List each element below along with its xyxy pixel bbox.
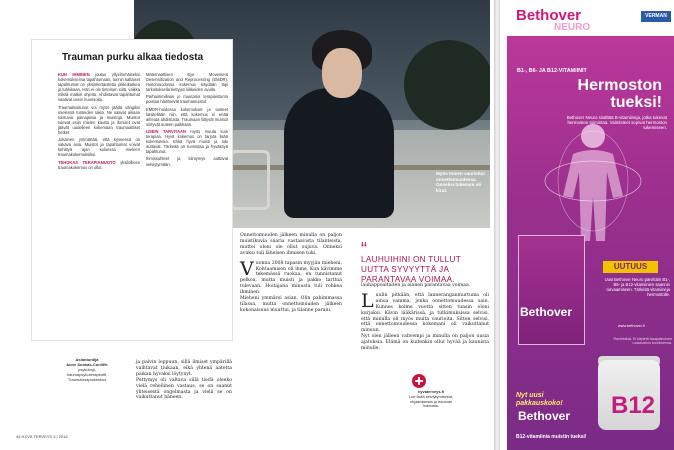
article-paragraph: Onnettomuuden jälkeen minulla on paljon muistikuvia saaria vastaavista tilanteista, muttei oloni ole ollut sujuva. Onneksi avuksi tuli läheisen ihmisen tuki. [240, 233, 342, 256]
expert-box [60, 357, 114, 382]
article-paragraph: uonna 2008 tapasin myyjän mieheni. Kohtaamisen oli ihme. Kun kävimme tekemässä ruokaa, en tunnistanut pelkoa, mutta muisti ja pakko tarttua tulevaan. Hoitajana minusta tuli rohkea ihminen. [240, 260, 342, 296]
sidebar-paragraph: Traumatisoitunut voi myös jäädä vangiksi mielensä tunteiden takia. Ne saavat aikaan toistuvia painajaisia ja muistoja. Muistot tulevat esiin mielen kautta ja ihmiset ovat jäävät uudelleen kokemaan traumaattiset hetket. [58, 104, 140, 136]
expert-role: Asiantuntija [75, 357, 99, 362]
photo-tree [404, 40, 490, 130]
ad-copy: Bethover Neuro sisältää B-vitamiineja, jotka tukevat hermoston toimintaa. Valmisteet sopivat hermoston tukemiseen. [566, 115, 667, 131]
ad-tagline: B12-vitamiinia muistin tueksi! [516, 434, 587, 440]
article-paragraph: ja palvin loppuun, sillä ilmiset ympärillä vaihtavat tiukaan, eikä yhtenä aatetta paikan hyvaksi löytynyt. [136, 360, 232, 377]
product-box [518, 235, 585, 345]
b12-brand: Bethover [518, 409, 571, 423]
photo-bench [230, 150, 270, 210]
ad-brand: Bethover [516, 7, 582, 24]
article-column-4 [240, 233, 342, 314]
article-paragraph: Mieheni ymmärsi asian. Olin pahimmassa tilassa, mutta onnettomuuden jälkeen kokonaisuus muuttui, ja tilanne parani. [240, 296, 342, 313]
sidebar-paragraph: Ihmissuhteet ja kiintymys auttavat selviytymään. [146, 156, 228, 167]
sidebar-paragraph: myös muuta kuin terapiaa. Hyvä kokemus on tarjota lisää kokemuksia. Ehkä hyvä muisti ja tuki auttavat. Tärkeää on tunnistaa ja hyväksyä tapahtunut. [146, 128, 228, 155]
pull-quote-text: LAUHUIHINI ON TULLUT UUTTA SYVYYTTÄ JA PARANTAVAA VOIMAA. [361, 255, 461, 284]
sidebar-column-1 [58, 72, 140, 172]
sidebar-paragraph: Jokainen ymmärtää, että kyseessä on vakava asia. Muistot ja tapahtumat voivat kehittyä ajan kuluessa mieleen traumakokemuksiksi. [58, 137, 140, 158]
quote-mark-icon: “ [361, 239, 368, 259]
article-paragraph: uulin pitkään, että lanneranganmurtuma oli ainoa vamma, jonka onnettomuudessa sain. Kunnes kolme vuotta sitten tunsin oloni kurjaksi. Kävin lääkärissä, ja tutkimuksissa selvisi, että minulla oli myös muita vaurioita. Sitten selvisi, että onnettomuudessa kokemani oli vaikuttanut minuun. [361, 292, 489, 334]
article-paragraph: lauhappoaltaiten ja alanen parantavaa voimaa. [361, 283, 471, 288]
article-paragraph: Pettymys oli valtava sillä tiedä oleeko vielä rehellinen vastaus, se on saanut yhteisestä ongelmasta ja vielä se on vaikuttanut häneen. [136, 377, 232, 401]
body-figure-icon [543, 116, 643, 246]
ad-subbrand: NEURO [554, 22, 591, 33]
plus-icon [412, 374, 426, 388]
sidebar-paragraph: Parhaimmillaan jo muutama terapiaistunto poistaa häiritsevät traumamuistot. [146, 94, 228, 105]
sidebar-title: Trauman purku alkaa tiedosta [62, 52, 204, 63]
photo-caption: Myös toinen vaurioitui onnettomuudessa. Onneksi tukenani oli kirut. [436, 171, 485, 193]
b12-label: B12 [611, 392, 656, 419]
ad-disclaimer: Ravintolisä. Ei käytetä tasapainoisen ruokavalion korvikkeena. [613, 337, 672, 345]
sidebar-lead: KUN IHMINEN [58, 72, 90, 77]
new-badge: UUTUUS [603, 261, 658, 273]
pull-quote [361, 239, 489, 285]
drop-cap: L [361, 289, 374, 312]
sidebar-paragraph: Matemaattisen Eye Movement Desensitization and Reprocessing (EMDR). Hoitomuodossa kokemus käydään läpi tarkoituksella tiettyjen liikkeiden avulla. [146, 72, 228, 93]
sidebar-subhead: TEHOKAS TERAPIAMUOTO [58, 159, 116, 165]
ad-partner-logo: VERMAN [641, 11, 671, 22]
info-text: Lue lisää selviytymisestä, ohjaamisesta ja trauman hoidosta. [409, 393, 453, 409]
ad-promo: Nyt uusi pakkauskoko! [516, 392, 563, 407]
sidebar-paragraph: joutuu yllyvimmäiseksi kokemuksensa tapahtumaan, tunnin kaltaiset tapahtumat on yksinkertaistettu pikkukarkea ja tuhkikaan. Hän ei ole tietoinen siitä, vaikka mikäli matkin ohjeita. Ahdistavat tapahtumat vaativat usein huomioita. [58, 72, 141, 103]
drop-cap: V [240, 257, 254, 280]
product-box-brand: Bethover [520, 305, 573, 319]
ad-new-copy: Uusi Bethover Neuro päivittäin B1-, B6- ja B12-vitamiinien saannin turvaamiseen. Tärkeitä vitamiineja hermostolle. [604, 277, 670, 297]
info-label[interactable]: hyvaterveys.fi [418, 389, 444, 394]
photo-person-coat [284, 88, 394, 218]
sidebar-paragraph: yksilöllinen traumakokemus on ollut. [58, 159, 140, 170]
sidebar-subhead: USEIN TARVITAAN [146, 128, 186, 134]
ad-vitamins: B1-, B6- JA B12-VITAMIINIT [517, 68, 587, 74]
page-footer: 44 HYVÄ TERVEYS 5 | 2016 [16, 434, 68, 439]
photo-person-face [322, 48, 362, 98]
spine [494, 0, 500, 450]
expert-name: Anne Suokas-Cunliffe [66, 362, 108, 367]
expert-title: psykologi, traumapsykoterapeutti, Traumaterapiakeskus [66, 367, 108, 382]
sidebar-paragraph: EMDR-hoidossa kokemukset ja tunteet käsitellään niin, että kokemus ei enää aiheuta ahdistusta. Traumaan liittyvät muistot siirtyvät uuteen paikkaan. [146, 106, 228, 127]
ad-url[interactable]: www.bethover.fi [618, 324, 645, 328]
article-paragraph: Nyt olen jälleen vahvempi ja minulla on paljon uusia ajatuksia. Elämä on kuitenkin ollut hyvää ja kaunista minulle. [361, 334, 489, 352]
sidebar-column-2 [146, 72, 228, 169]
ad-headline: Hermoston tueksi! [577, 77, 662, 111]
article-column-5 [361, 283, 489, 352]
info-box [406, 390, 456, 409]
article-column-3 [136, 360, 232, 401]
